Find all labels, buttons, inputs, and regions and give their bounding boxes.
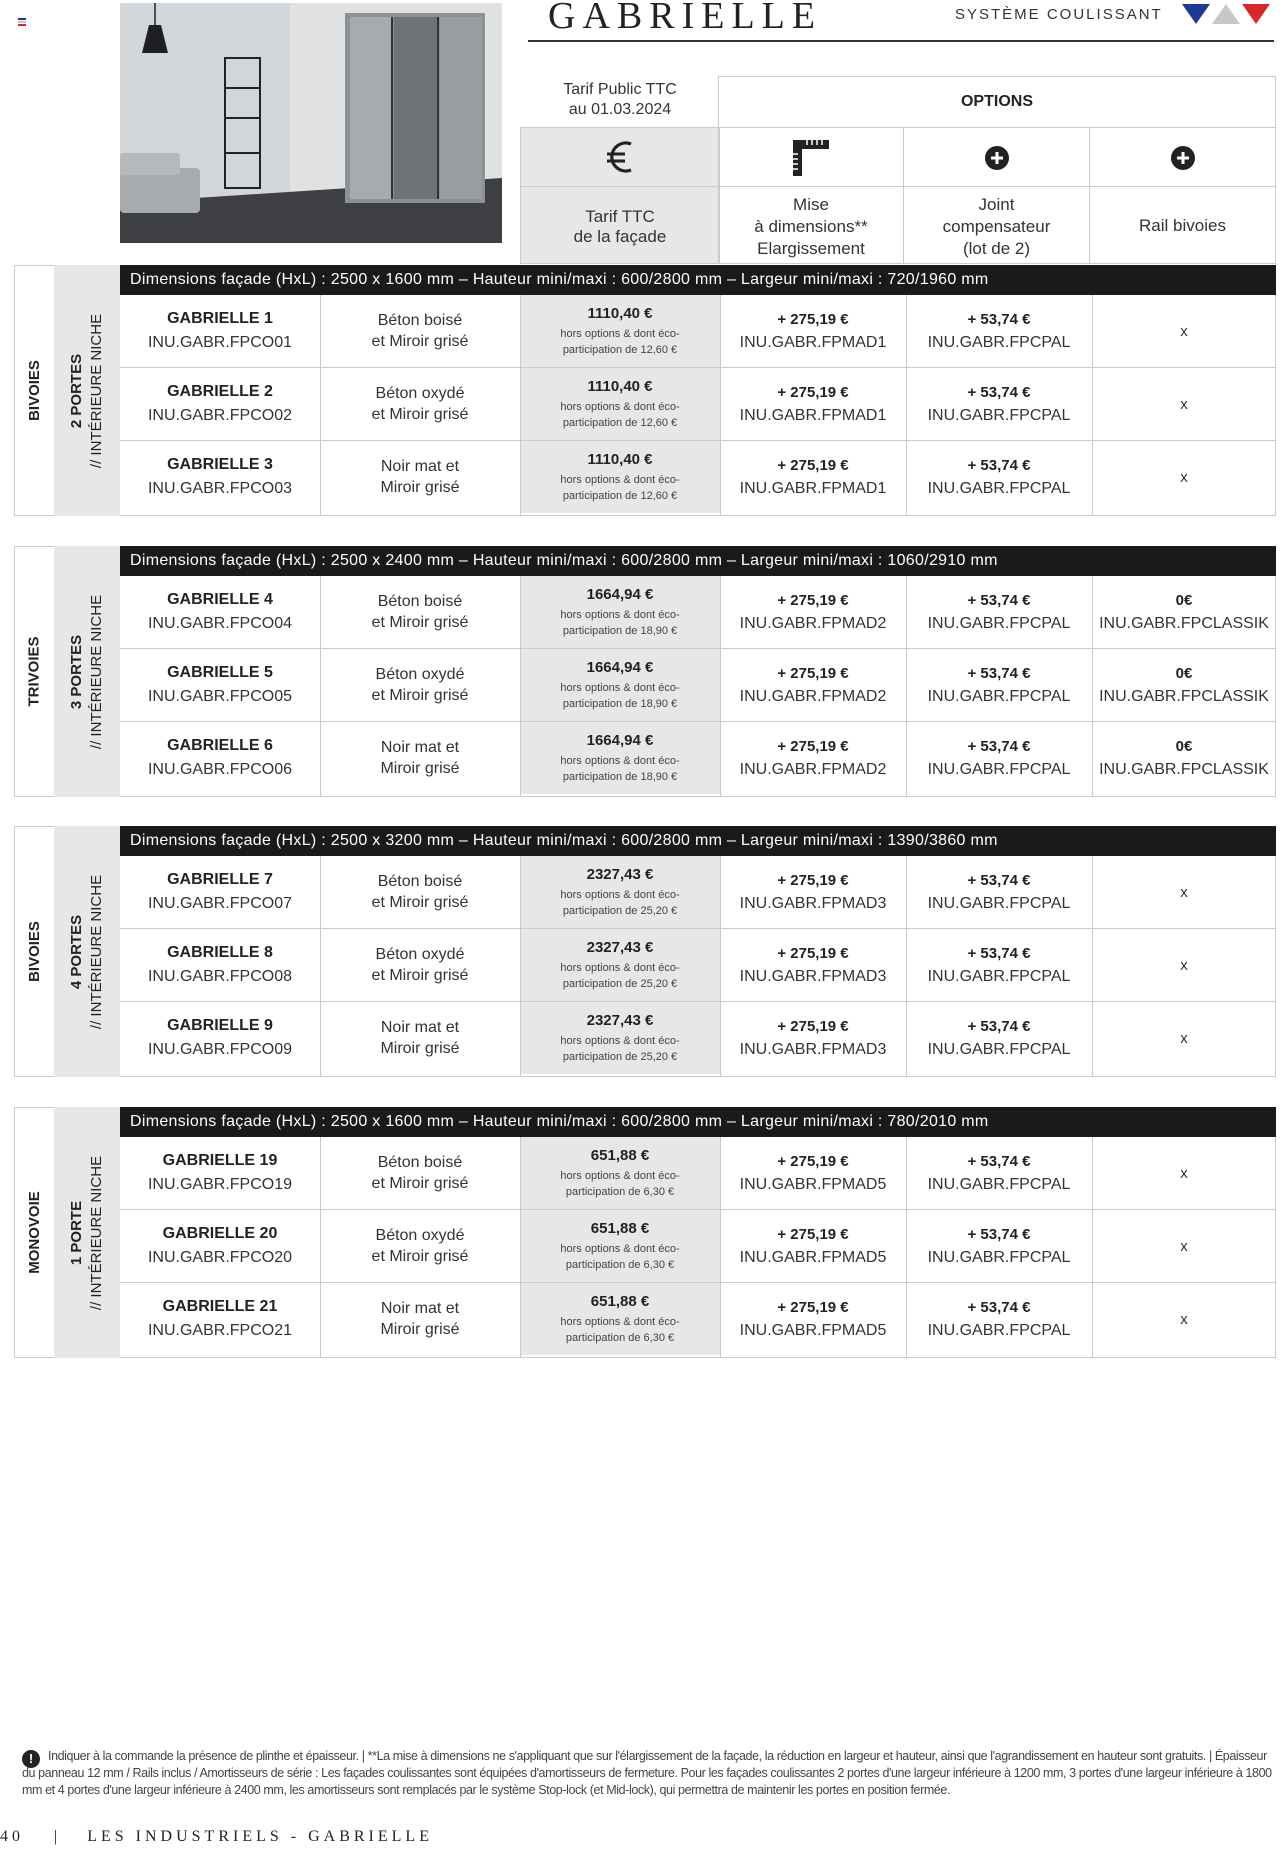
mad-price: + 275,19 €: [777, 591, 849, 609]
product-name: GABRIELLE 19: [162, 1152, 278, 1169]
rail-cell: [1092, 856, 1276, 928]
product-name: GABRIELLE 9: [167, 1017, 273, 1034]
price-value: 651,88 €: [590, 1292, 650, 1310]
joint-price: + 53,74 €: [967, 591, 1031, 609]
eco-note: participation de 6,30 €: [565, 1331, 675, 1344]
product-cell: [120, 929, 320, 1001]
column-divider: [720, 295, 721, 516]
tarif-public-label: Tarif Public TTC au 01.03.2024: [563, 81, 677, 118]
material-cell: [320, 1283, 520, 1355]
rail-price: 0€: [1175, 737, 1193, 755]
price-cell: [520, 295, 720, 367]
material-line: Béton boisé: [377, 593, 463, 610]
product-code: INU.GABR.FPCO20: [147, 1249, 293, 1266]
mad-code: INU.GABR.FPMAD5: [739, 1248, 887, 1266]
joint-cell: [906, 576, 1092, 648]
dimensions-bar: Dimensions façade (HxL) : 2500 x 2400 mm – Hauteur mini/maxi : 600/2800 mm – Largeur mini/maxi : 1060/2910 mm: [120, 546, 1276, 576]
ruler-icon: [791, 138, 831, 178]
product-cell: [120, 1137, 320, 1209]
price-cell: [520, 441, 720, 513]
info-icon: !: [22, 1750, 40, 1768]
material-line: et Miroir grisé: [371, 894, 469, 911]
flag-blue-triangle-icon: [1182, 2, 1210, 26]
rail-price: 0€: [1175, 591, 1193, 609]
joint-code: INU.GABR.FPCPAL: [927, 894, 1071, 912]
mad-price: + 275,19 €: [777, 310, 849, 328]
table-row: [120, 1210, 1276, 1282]
column-divider: [320, 576, 321, 797]
doors-label: 4 PORTES // INTÉRIEURE NICHE: [54, 826, 120, 1077]
joint-cell: [906, 1210, 1092, 1282]
joint-cell: [906, 649, 1092, 721]
joint-code: INU.GABR.FPCPAL: [927, 1175, 1071, 1193]
col-tarif-header: Tarif TTC de la façade: [520, 186, 720, 264]
product-code: INU.GABR.FPCO05: [147, 688, 293, 705]
product-photo: [120, 3, 502, 243]
joint-price: + 53,74 €: [967, 1152, 1031, 1170]
price-cell: [520, 856, 720, 928]
price-cell: [520, 1137, 720, 1209]
material-line: et Miroir grisé: [371, 1248, 469, 1265]
eco-note: hors options & dont éco-: [560, 1315, 680, 1328]
eco-note: hors options & dont éco-: [560, 681, 680, 694]
column-divider: [906, 856, 907, 1077]
price-value: 1664,94 €: [586, 585, 654, 603]
rail-unavailable-mark: x: [1180, 1029, 1188, 1047]
rail-type-label: BIVOIES: [14, 826, 55, 1077]
column-divider: [1092, 856, 1093, 1077]
rail-cell: [1092, 441, 1276, 513]
eco-note: hors options & dont éco-: [560, 400, 680, 413]
euro-icon: [605, 138, 637, 176]
product-cell: [120, 1210, 320, 1282]
rail-cell: [1092, 649, 1276, 721]
rail-type-label: MONOVOIE: [14, 1107, 55, 1358]
rail-type-label: BIVOIES: [14, 265, 55, 516]
ruler-header-cell: [718, 127, 904, 187]
mad-code: INU.GABR.FPMAD1: [739, 406, 887, 424]
material-line: et Miroir grisé: [371, 1175, 469, 1192]
eco-note: participation de 12,60 €: [562, 489, 678, 502]
brand-title: GABRIELLE: [548, 0, 823, 37]
mad-cell: [720, 1002, 906, 1074]
price-value: 1110,40 €: [587, 377, 653, 395]
mad-code: INU.GABR.FPMAD5: [739, 1321, 887, 1339]
product-cell: [120, 1283, 320, 1355]
eco-note: participation de 12,60 €: [562, 343, 678, 356]
product-name: GABRIELLE 1: [167, 310, 273, 327]
eco-note: participation de 12,60 €: [562, 416, 678, 429]
price-cell: [520, 649, 720, 721]
joint-price: + 53,74 €: [967, 1225, 1031, 1243]
eco-note: hors options & dont éco-: [560, 754, 680, 767]
price-cell: [520, 576, 720, 648]
rail-cell: [1092, 295, 1276, 367]
flag-grey-triangle-icon: [1212, 2, 1240, 26]
product-name: GABRIELLE 4: [167, 591, 273, 608]
product-code: INU.GABR.FPCO21: [147, 1322, 293, 1339]
material-line: Béton oxydé: [375, 666, 465, 683]
column-divider: [1092, 1137, 1093, 1358]
col-joint-header: Joint compensateur (lot de 2): [903, 186, 1090, 264]
price-value: 2327,43 €: [586, 865, 654, 883]
options-header: OPTIONS: [718, 76, 1276, 128]
rail-cell: [1092, 576, 1276, 648]
table-row: [120, 441, 1276, 513]
col-rail-header: Rail bivoies: [1089, 186, 1276, 264]
price-section: [14, 1107, 1276, 1358]
table-row: [120, 856, 1276, 928]
price-cell: [520, 368, 720, 440]
joint-header-cell: [903, 127, 1090, 187]
material-line: Miroir grisé: [380, 479, 460, 496]
material-line: Miroir grisé: [380, 1321, 460, 1338]
material-cell: [320, 929, 520, 1001]
table-row: [120, 1283, 1276, 1355]
mad-cell: [720, 295, 906, 367]
mad-code: INU.GABR.FPMAD1: [739, 479, 887, 497]
eco-note: participation de 18,90 €: [562, 697, 678, 710]
product-code: INU.GABR.FPCO08: [147, 968, 293, 985]
product-cell: [120, 1002, 320, 1074]
product-cell: [120, 856, 320, 928]
joint-price: + 53,74 €: [967, 1017, 1031, 1035]
eco-note: participation de 6,30 €: [565, 1258, 675, 1271]
material-line: Béton boisé: [377, 873, 463, 890]
joint-price: + 53,74 €: [967, 310, 1031, 328]
mad-cell: [720, 856, 906, 928]
material-line: et Miroir grisé: [371, 406, 469, 423]
product-code: INU.GABR.FPCO01: [147, 334, 293, 351]
joint-code: INU.GABR.FPCPAL: [927, 479, 1071, 497]
material-cell: [320, 1002, 520, 1074]
column-divider: [320, 295, 321, 516]
eco-note: participation de 25,20 €: [562, 977, 678, 990]
price-cell: [520, 1210, 720, 1282]
joint-code: INU.GABR.FPCPAL: [927, 333, 1071, 351]
price-value: 651,88 €: [590, 1219, 650, 1237]
joint-price: + 53,74 €: [967, 456, 1031, 474]
page-footer: [0, 1828, 433, 1846]
price-section: [14, 826, 1276, 1077]
rail-cell: [1092, 1002, 1276, 1074]
column-divider: [520, 295, 521, 516]
plus-circle-icon: [984, 145, 1010, 171]
column-divider: [720, 576, 721, 797]
material-line: Miroir grisé: [380, 760, 460, 777]
material-line: Béton boisé: [377, 312, 463, 329]
price-value: 1110,40 €: [587, 304, 653, 322]
column-divider: [1092, 576, 1093, 797]
rail-cell: [1092, 1283, 1276, 1355]
price-value: 2327,43 €: [586, 1011, 654, 1029]
joint-code: INU.GABR.FPCPAL: [927, 1321, 1071, 1339]
material-line: Noir mat et: [380, 739, 460, 756]
joint-code: INU.GABR.FPCPAL: [927, 1248, 1071, 1266]
mad-cell: [720, 929, 906, 1001]
joint-cell: [906, 722, 1092, 794]
material-line: Noir mat et: [380, 1019, 460, 1036]
joint-price: + 53,74 €: [967, 944, 1031, 962]
material-line: Noir mat et: [380, 458, 460, 475]
footer-separator: |: [54, 1828, 62, 1845]
rail-code: INU.GABR.FPCLASSIK: [1099, 760, 1269, 778]
table-row: [120, 295, 1276, 367]
price-value: 651,88 €: [590, 1146, 650, 1164]
mad-code: INU.GABR.FPMAD2: [739, 687, 887, 705]
material-cell: [320, 295, 520, 367]
product-code: INU.GABR.FPCO02: [147, 407, 293, 424]
material-cell: [320, 722, 520, 794]
eco-note: participation de 6,30 €: [565, 1185, 675, 1198]
table-row: [120, 1002, 1276, 1074]
joint-price: + 53,74 €: [967, 383, 1031, 401]
mad-price: + 275,19 €: [777, 1225, 849, 1243]
joint-code: INU.GABR.FPCPAL: [927, 1040, 1071, 1058]
doors-label: 1 PORTE // INTÉRIEURE NICHE: [54, 1107, 120, 1358]
product-cell: [120, 722, 320, 794]
system-label: SYSTÈME COULISSANT: [955, 6, 1163, 23]
table-row: [120, 649, 1276, 721]
header-rule: [528, 40, 1274, 42]
rail-cell: [1092, 1137, 1276, 1209]
page-number: 40: [0, 1828, 24, 1845]
product-name: GABRIELLE 7: [167, 871, 273, 888]
flag-red-triangle-icon: [1242, 2, 1270, 26]
product-code: INU.GABR.FPCO06: [147, 761, 293, 778]
column-divider: [520, 856, 521, 1077]
price-cell: [520, 1002, 720, 1074]
material-line: et Miroir grisé: [371, 687, 469, 704]
column-divider: [906, 1137, 907, 1358]
mad-cell: [720, 649, 906, 721]
joint-cell: [906, 441, 1092, 513]
mad-price: + 275,19 €: [777, 944, 849, 962]
material-cell: [320, 1137, 520, 1209]
material-line: Béton oxydé: [375, 1227, 465, 1244]
material-cell: [320, 368, 520, 440]
material-line: et Miroir grisé: [371, 614, 469, 631]
rail-code: INU.GABR.FPCLASSIK: [1099, 614, 1269, 632]
price-section: [14, 265, 1276, 516]
product-cell: [120, 295, 320, 367]
joint-price: + 53,74 €: [967, 1298, 1031, 1316]
mad-cell: [720, 722, 906, 794]
mad-cell: [720, 441, 906, 513]
joint-code: INU.GABR.FPCPAL: [927, 967, 1071, 985]
material-cell: [320, 576, 520, 648]
material-cell: [320, 1210, 520, 1282]
column-divider: [720, 856, 721, 1077]
product-code: INU.GABR.FPCO04: [147, 615, 293, 632]
joint-price: + 53,74 €: [967, 871, 1031, 889]
product-cell: [120, 368, 320, 440]
product-name: GABRIELLE 8: [167, 944, 273, 961]
footnote: Indiquer à la commande la présence de plinthe et épaisseur. | **La mise à dimensions ne s'appliquant que sur l'élargissement de la façade, la réduction en largeur et hauteur, ainsi que l'agrandissement en hauteur sont gratuits. | Épaisseur du panneau 12 mm / Rails inclus / Amortisseurs de série : Les façades coulissantes sont équipées d'amortisseurs de fermeture. Pour les façades coulissantes 2 portes d'une largeur inférieure à 1200 mm, 3 portes d'une largeur inférieure à 1800 mm et 4 portes d'une largeur inférieure à 2400 mm, les amortisseurs sont remplacés par le système Stop-lock (et Mid-lock), qui permettra de maintenir les portes en position fermée.: [22, 1749, 1272, 1797]
eco-note: hors options & dont éco-: [560, 1169, 680, 1182]
rail-unavailable-mark: x: [1180, 956, 1188, 974]
table-row: [120, 1137, 1276, 1209]
rail-cell: [1092, 722, 1276, 794]
mad-price: + 275,19 €: [777, 383, 849, 401]
joint-cell: [906, 1002, 1092, 1074]
product-name: GABRIELLE 20: [162, 1225, 278, 1242]
material-cell: [320, 856, 520, 928]
product-cell: [120, 441, 320, 513]
column-divider: [720, 1137, 721, 1358]
doors-label: 3 PORTES // INTÉRIEURE NICHE: [54, 546, 120, 797]
joint-code: INU.GABR.FPCPAL: [927, 760, 1071, 778]
eco-note: hors options & dont éco-: [560, 961, 680, 974]
rail-unavailable-mark: x: [1180, 322, 1188, 340]
joint-code: INU.GABR.FPCPAL: [927, 614, 1071, 632]
rail-unavailable-mark: x: [1180, 468, 1188, 486]
joint-cell: [906, 1137, 1092, 1209]
joint-cell: [906, 856, 1092, 928]
col-mad-header: Mise à dimensions** Elargissement: [718, 186, 904, 264]
rail-unavailable-mark: x: [1180, 1237, 1188, 1255]
mad-code: INU.GABR.FPMAD5: [739, 1175, 887, 1193]
mad-price: + 275,19 €: [777, 664, 849, 682]
mad-code: INU.GABR.FPMAD3: [739, 894, 887, 912]
footer-text: LES INDUSTRIELS - GABRIELLE: [87, 1828, 433, 1845]
price-value: 1664,94 €: [586, 731, 654, 749]
price-cell: [520, 1283, 720, 1355]
column-divider: [906, 295, 907, 516]
rail-unavailable-mark: x: [1180, 395, 1188, 413]
mad-cell: [720, 368, 906, 440]
product-name: GABRIELLE 5: [167, 664, 273, 681]
plus-circle-icon: [1170, 145, 1196, 171]
doors-label: 2 PORTES // INTÉRIEURE NICHE: [54, 265, 120, 516]
column-divider: [320, 1137, 321, 1358]
table-row: [120, 722, 1276, 794]
mad-code: INU.GABR.FPMAD3: [739, 1040, 887, 1058]
product-name: GABRIELLE 2: [167, 383, 273, 400]
price-section: [14, 546, 1276, 797]
column-divider: [320, 856, 321, 1077]
product-code: INU.GABR.FPCO03: [147, 480, 293, 497]
mad-cell: [720, 1210, 906, 1282]
eco-note: hors options & dont éco-: [560, 888, 680, 901]
mad-code: INU.GABR.FPMAD2: [739, 614, 887, 632]
joint-cell: [906, 1283, 1092, 1355]
eco-note: hors options & dont éco-: [560, 473, 680, 486]
mad-price: + 275,19 €: [777, 1298, 849, 1316]
table-row: [120, 368, 1276, 440]
column-divider: [520, 576, 521, 797]
eco-note: participation de 25,20 €: [562, 1050, 678, 1063]
price-cell: [520, 929, 720, 1001]
eco-note: hors options & dont éco-: [560, 608, 680, 621]
rail-code: INU.GABR.FPCLASSIK: [1099, 687, 1269, 705]
price-value: 1664,94 €: [586, 658, 654, 676]
joint-code: INU.GABR.FPCPAL: [927, 406, 1071, 424]
rail-cell: [1092, 368, 1276, 440]
eco-note: participation de 25,20 €: [562, 904, 678, 917]
price-cell: [520, 722, 720, 794]
rail-cell: [1092, 929, 1276, 1001]
product-name: GABRIELLE 21: [162, 1298, 278, 1315]
table-row: [120, 929, 1276, 1001]
mad-price: + 275,19 €: [777, 1017, 849, 1035]
product-code: INU.GABR.FPCO09: [147, 1041, 293, 1058]
eco-note: hors options & dont éco-: [560, 327, 680, 340]
product-cell: [120, 649, 320, 721]
joint-cell: [906, 295, 1092, 367]
column-divider: [1092, 295, 1093, 516]
mad-cell: [720, 1137, 906, 1209]
material-cell: [320, 441, 520, 513]
joint-cell: [906, 368, 1092, 440]
price-value: 2327,43 €: [586, 938, 654, 956]
product-code: INU.GABR.FPCO19: [147, 1176, 293, 1193]
mad-price: + 275,19 €: [777, 871, 849, 889]
euro-header-cell: [520, 127, 720, 187]
joint-code: INU.GABR.FPCPAL: [927, 687, 1071, 705]
mad-price: + 275,19 €: [777, 456, 849, 474]
product-code: INU.GABR.FPCO07: [147, 895, 293, 912]
material-line: Miroir grisé: [380, 1040, 460, 1057]
joint-cell: [906, 929, 1092, 1001]
mad-code: INU.GABR.FPMAD3: [739, 967, 887, 985]
dimensions-bar: Dimensions façade (HxL) : 2500 x 3200 mm – Hauteur mini/maxi : 600/2800 mm – Largeur mini/maxi : 1390/3860 mm: [120, 826, 1276, 856]
dimensions-bar: Dimensions façade (HxL) : 2500 x 1600 mm – Hauteur mini/maxi : 600/2800 mm – Largeur mini/maxi : 720/1960 mm: [120, 265, 1276, 295]
mad-code: INU.GABR.FPMAD1: [739, 333, 887, 351]
price-value: 1110,40 €: [587, 450, 653, 468]
material-line: Béton boisé: [377, 1154, 463, 1171]
mad-cell: [720, 576, 906, 648]
rail-cell: [1092, 1210, 1276, 1282]
rail-header-cell: [1089, 127, 1276, 187]
material-line: et Miroir grisé: [371, 967, 469, 984]
mad-cell: [720, 1283, 906, 1355]
material-line: Béton oxydé: [375, 385, 465, 402]
mad-code: INU.GABR.FPMAD2: [739, 760, 887, 778]
dimensions-bar: Dimensions façade (HxL) : 2500 x 1600 mm – Hauteur mini/maxi : 600/2800 mm – Largeur mini/maxi : 780/2010 mm: [120, 1107, 1276, 1137]
product-name: GABRIELLE 6: [167, 737, 273, 754]
rail-price: 0€: [1175, 664, 1193, 682]
mad-price: + 275,19 €: [777, 737, 849, 755]
product-name: GABRIELLE 3: [167, 456, 273, 473]
material-cell: [320, 649, 520, 721]
column-divider: [520, 1137, 521, 1358]
eco-note: participation de 18,90 €: [562, 770, 678, 783]
joint-price: + 53,74 €: [967, 737, 1031, 755]
material-line: Béton oxydé: [375, 946, 465, 963]
table-row: [120, 576, 1276, 648]
material-line: Noir mat et: [380, 1300, 460, 1317]
eco-note: hors options & dont éco-: [560, 1242, 680, 1255]
eco-note: hors options & dont éco-: [560, 1034, 680, 1047]
rail-unavailable-mark: x: [1180, 1164, 1188, 1182]
rail-unavailable-mark: x: [1180, 883, 1188, 901]
eco-note: participation de 18,90 €: [562, 624, 678, 637]
rail-unavailable-mark: x: [1180, 1310, 1188, 1328]
material-line: et Miroir grisé: [371, 333, 469, 350]
rail-type-label: TRIVOIES: [14, 546, 55, 797]
mad-price: + 275,19 €: [777, 1152, 849, 1170]
product-cell: [120, 576, 320, 648]
column-divider: [906, 576, 907, 797]
flag-mark-icon: [18, 18, 26, 26]
joint-price: + 53,74 €: [967, 664, 1031, 682]
